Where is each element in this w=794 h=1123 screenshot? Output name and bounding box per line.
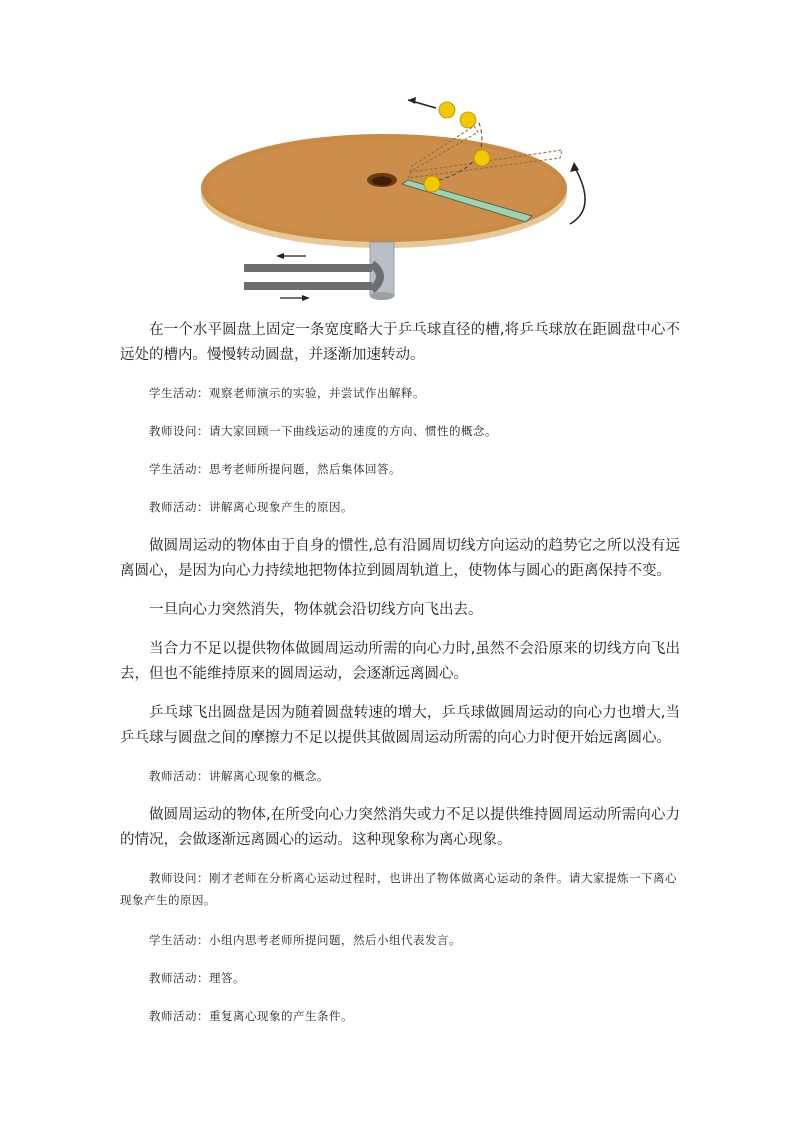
- paragraph-inertia: 做圆周运动的物体由于自身的惯性,总有沿圆周切线方向运动的趋势它之所以没有远离圆心，是因为向心力持续地把物体拉到圆周轨道上，使物体与圆心的距离保持不变。: [120, 538, 680, 579]
- document-body: [120, 318, 680, 1043]
- student-activity-group: 学生活动：小组内思考老师所提问题，然后小组代表发言。: [149, 933, 461, 947]
- teacher-question-condition: 教师设问：刚才老师在分析离心运动过程时，也讲出了物体做离心运动的条件。请大家提炼一下离心现象产生的原因。: [120, 871, 677, 907]
- paragraph-experiment: 在一个水平圆盘上固定一条宽度略大于乒乓球直径的槽,将乒乓球放在距圆盘中心不远处的槽内。慢慢转动圆盘，并逐渐加速转动。: [120, 322, 680, 363]
- paragraph-insufficient-force: 当合力不足以提供物体做圆周运动所需的向心力时,虽然不会沿原来的切线方向飞出去，但也不能维持原来的圆周运动，会逐渐远离圆心。: [120, 641, 680, 682]
- paragraph-pingpong-explain: 乒乓球飞出圆盘是因为随着圆盘转速的增大，乒乓球做圆周运动的向心力也增大,当乒乓球与圆盘之间的摩擦力不足以提供其做圆周运动所需的向心力时便开始远离圆心。: [120, 705, 680, 746]
- teacher-activity-repeat: 教师活动：重复离心现象的产生条件。: [149, 1009, 353, 1023]
- rotating-disc-figure: [196, 96, 604, 306]
- rotating-disc-pingpong-icon: [196, 96, 604, 306]
- student-activity-observe: 学生活动：观察老师演示的实验，并尝试作出解释。: [149, 386, 425, 400]
- teacher-activity-concept: 教师活动：讲解离心现象的概念。: [149, 769, 329, 783]
- teacher-question-review: 教师设问：请大家回顾一下曲线运动的速度的方向、惯性的概念。: [149, 424, 497, 438]
- teacher-activity-respond: 教师活动：理答。: [149, 971, 245, 985]
- student-activity-answer: 学生活动：思考老师所提问题，然后集体回答。: [149, 462, 401, 476]
- paragraph-force-vanish: 一旦向心力突然消失，物体就会沿切线方向飞出去。: [149, 602, 483, 618]
- paragraph-definition: 做圆周运动的物体,在所受向心力突然消失或力不足以提供维持圆周运动所需向心力的情况，会做逐渐远离圆心的运动。这种现象称为离心现象。: [120, 807, 680, 848]
- teacher-activity-cause: 教师活动：讲解离心现象产生的原因。: [149, 500, 353, 514]
